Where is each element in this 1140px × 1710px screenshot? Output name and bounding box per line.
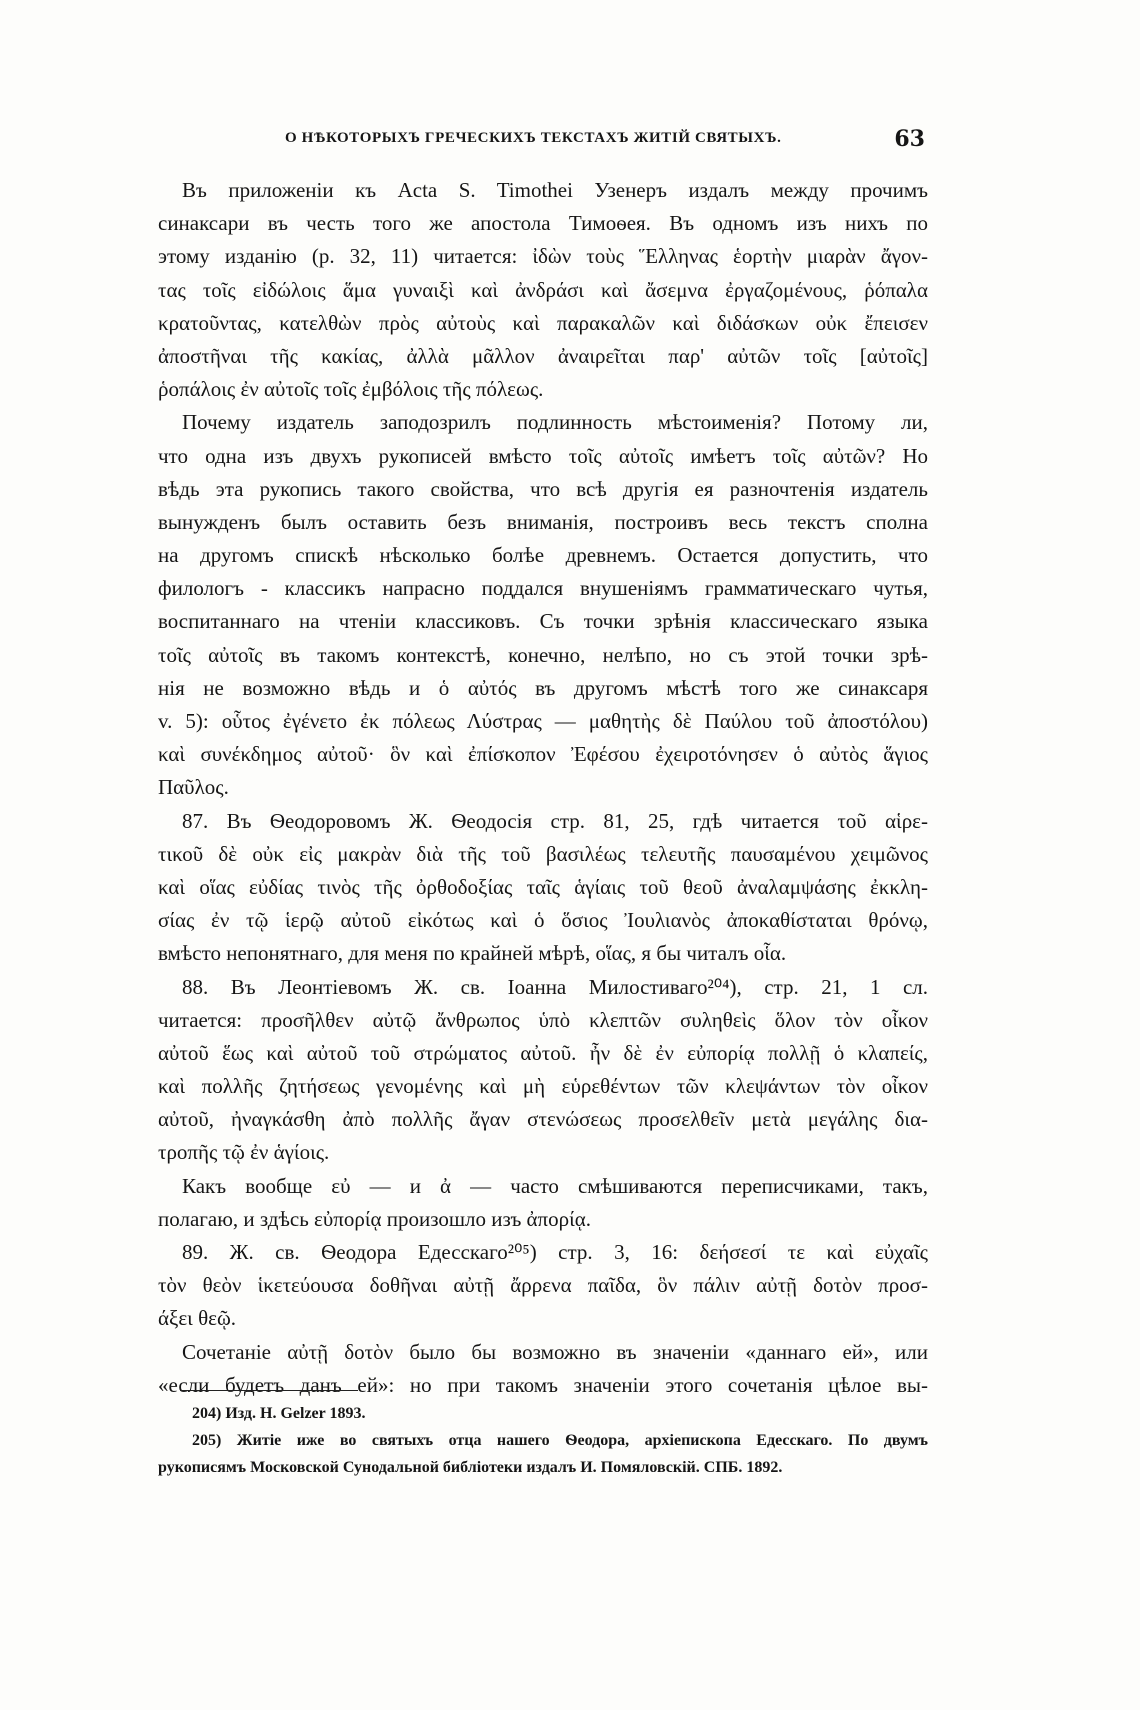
- text-line: ἀποστῆναι τῆς κακίας, ἀλλὰ μᾶλλον ἀναιρεῖται παρ' αὐτῶν τοῖς [αὐτοῖς]: [158, 343, 928, 368]
- text-line: καὶ πολλῆς ζητήσεως γενομένης καὶ μὴ εὑρεθέντων τῶν κλεψάντων τὸν οἶκον: [158, 1074, 928, 1099]
- footnote-205: 205) Житіе иже во святыхъ отца нашего Ѳеодора, архіепископа Едесскаго. По двумъ: [192, 1432, 928, 1449]
- running-title: О НѢКОТОРЫХЪ ГРЕЧЕСКИХЪ ТЕКСТАХЪ ЖИТІЙ СВЯТЫХЪ.: [285, 130, 782, 146]
- text-line: καὶ συνέκδημος αὐτοῦ· ὃν καὶ ἐπίσκοπον Ἐφέσου ἐχειροτόνησεν ὁ αὐτὸς ἅγιος: [158, 742, 928, 767]
- text-line: ῥοπάλοις ἐν αὐτοῖς τοῖς ἐμβόλοις τῆς πόλεως.: [158, 377, 544, 402]
- text-line: τικοῦ δὲ οὐκ εἰς μακρὰν διὰ τῆς τοῦ βασιλέως τελευτῆς παυσαμένου χειμῶνος: [158, 841, 928, 866]
- footnotes: [158, 1400, 928, 1481]
- text-line: κρατοῦντας, κατελθὼν πρὸς αὐτοὺς καὶ παρακαλῶν καὶ διδάσκων οὐκ ἔπεισεν: [158, 310, 928, 335]
- footnote-divider: [180, 1390, 358, 1391]
- text-line: v. 5): οὗτος ἐγένετο ἐκ πόλεως Λύστρας — μαθητὴς δὲ Παύλου τοῦ ἀποστόλου): [158, 709, 928, 733]
- text-line: αὐτοῦ, ἠναγκάσθη ἀπὸ πολλῆς ἄγαν στενώσεως προσελθεῖν μετὰ μεγάλης δια-: [158, 1107, 928, 1132]
- footnote-205-continued: рукописямъ Московской Сунодальной библіотеки издалъ И. Помяловскій. СПБ. 1892.: [158, 1459, 783, 1476]
- running-head: [155, 126, 925, 160]
- text-line: Παῦλος.: [158, 775, 229, 800]
- text-line: полагаю, и здѣсь εὐπορίᾳ произошло изъ ἀπορίᾳ.: [158, 1206, 592, 1231]
- text-line: σίας ἐν τῷ ἱερῷ αὐτοῦ εἰκότως καὶ ὁ ὅσιος Ἰουλιανὸς ἀποκαθίσταται θρόνῳ,: [158, 908, 928, 933]
- text-line: на другомъ спискѣ нѣсколько болѣе древнемъ. Остается допустить, что: [158, 543, 928, 568]
- text-line: τροπῆς τῷ ἐν ἁγίοις.: [158, 1140, 330, 1165]
- text-line: καὶ οἵας εὐδίας τινὸς τῆς ὀρθοδοξίας ταῖς ἁγίαις τοῦ θεοῦ ἀναλαμψάσης ἐκκλη-: [158, 874, 928, 899]
- text-line: Сочетаніе αὐτῇ δοτὸν было бы возможно въ значеніи «даннаго ей», или: [182, 1339, 928, 1364]
- text-line: вмѣсто непонятнаго, для меня по крайней мѣрѣ, οἵας, я бы читалъ οἷα.: [158, 941, 787, 966]
- text-line: филологъ - классикъ напрасно поддался внушеніямъ грамматическаго чутья,: [158, 576, 928, 601]
- text-line: Какъ вообще εὐ — и ἀ — часто смѣшиваются переписчиками, такъ,: [182, 1173, 928, 1198]
- text-line: читается: προσῆλθεν αὐτῷ ἄνθρωπος ὑπὸ κλεπτῶν συληθεὶς ὅλον τὸν οἶκον: [158, 1007, 928, 1032]
- text-line: этому изданію (р. 32, 11) читается: ἰδὼν τοὺς Ἕλληνας ἑορτὴν μιαρὰν ἄγον-: [158, 244, 928, 269]
- text-line: τὸν θεὸν ἱκετεύουσα δοθῆναι αὐτῇ ἄρρενα παῖδα, ὃν πάλιν αὐτῇ δοτὸν προσ-: [158, 1273, 928, 1298]
- text-line: нія не возможно вѣдь и ὁ αὐτός въ другомъ мѣстѣ того же синаксаря: [158, 675, 928, 700]
- section-87-line: 87. Въ Ѳеодоровомъ Ж. Ѳеодосія стр. 81, 25, гдѣ читается τοῦ αἱρε-: [182, 808, 928, 833]
- text-line: άξει θεῷ.: [158, 1306, 237, 1331]
- footnote-204: 204) Изд. H. Gelzer 1893.: [192, 1405, 366, 1422]
- text-line: что одна изъ двухъ рукописей вмѣсто τοῖς αὐτοῖς имѣетъ τοῖς αὐτῶν? Но: [158, 443, 928, 468]
- text-line: синаксари въ честь того же апостола Тимоѳея. Въ одномъ изъ нихъ по: [158, 211, 928, 236]
- text-line: вынужденъ былъ оставить безъ вниманія, построивъ весь текстъ сполна: [158, 509, 928, 534]
- text-line: Въ приложеніи къ Acta S. Timothei Узенеръ издалъ между прочимъ: [182, 178, 928, 202]
- text-line: вѣдь эта рукопись такого свойства, что всѣ другія ея разночтенія издатель: [158, 476, 928, 501]
- section-89-line: 89. Ж. св. Ѳеодора Едесскаго²⁰⁵) стр. 3, 16: δεήσεσί τε καὶ εὐχαῖς: [182, 1240, 928, 1264]
- text-line: Почему издатель заподозрилъ подлинность мѣстоименія? Потому ли,: [182, 410, 928, 435]
- text-line: «если будетъ данъ ей»: но при такомъ значеніи этого сочетанія цѣлое вы-: [158, 1372, 928, 1397]
- text-line: αὐτοῦ ἕως καὶ αὐτοῦ τοῦ στρώματος αὐτοῦ. ἦν δὲ ἐν εὐπορίᾳ πολλῇ ὁ κλαπείς,: [158, 1040, 928, 1065]
- page-number: 63: [894, 126, 925, 152]
- section-88-line: 88. Въ Леонтіевомъ Ж. св. Іоанна Милостиваго²⁰⁴), стр. 21, 1 сл.: [182, 974, 928, 999]
- text-line: воспитаннаго на чтеніи классиковъ. Съ точки зрѣнія классическаго языка: [158, 609, 928, 634]
- body-text: [158, 174, 928, 1402]
- text-line: τας τοῖς εἰδώλοις ἅμα γυναιξὶ καὶ ἀνδράσι καὶ ἄσεμνα ἐργαζομένους, ῥόπαλα: [158, 277, 928, 302]
- text-line: τοῖς αὐτοῖς въ такомъ контекстѣ, конечно, нелѣпо, но съ этой точки зрѣ-: [158, 642, 928, 667]
